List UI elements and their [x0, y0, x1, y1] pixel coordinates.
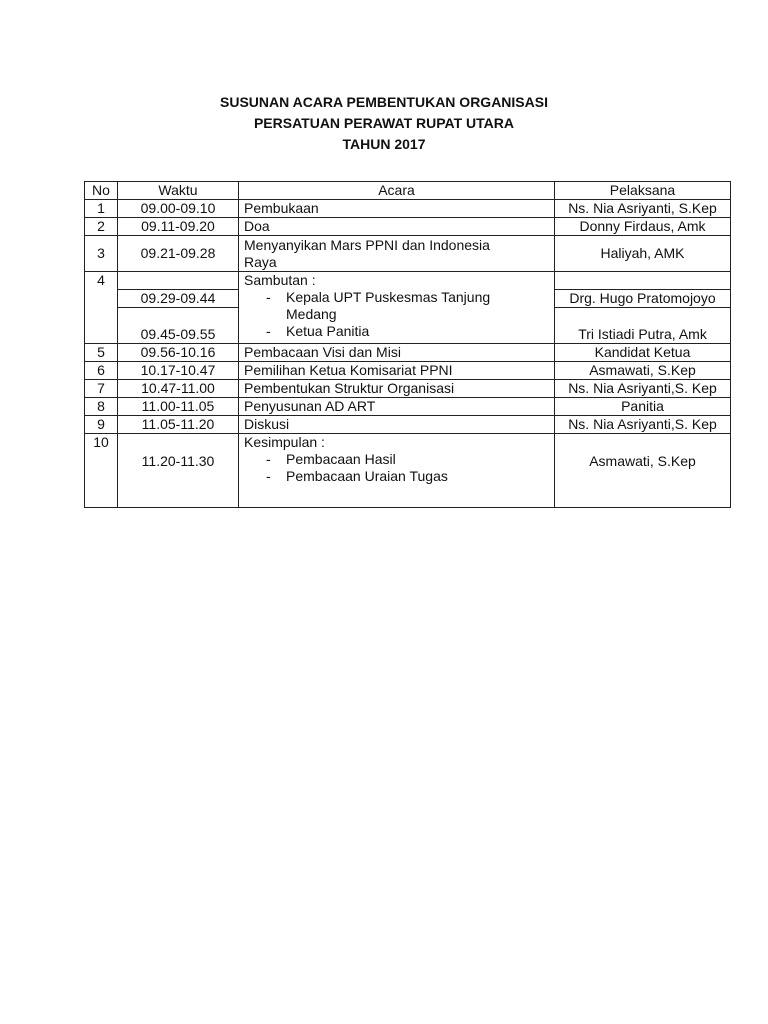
table-row	[85, 218, 731, 236]
cell-pelaksana: Ns. Nia Asriyanti,S. Kep	[555, 380, 731, 398]
cell-waktu: 09.11-09.20	[118, 218, 239, 236]
cell-no: 6	[85, 362, 118, 380]
cell-pelaksana-empty	[555, 272, 731, 290]
cell-pelaksana	[555, 434, 731, 508]
cell-no: 7	[85, 380, 118, 398]
table-header	[85, 182, 731, 200]
schedule-table	[84, 181, 731, 508]
table-row	[85, 236, 731, 272]
cell-no: 8	[85, 398, 118, 416]
header-no: No	[85, 182, 118, 200]
acara-list	[244, 451, 549, 485]
table-row	[85, 416, 731, 434]
acara-list	[244, 289, 549, 340]
cell-acara: Pemilihan Ketua Komisariat PPNI	[239, 362, 555, 380]
cell-pelaksana: Ns. Nia Asriyanti, S.Kep	[555, 200, 731, 218]
cell-pelaksana: Tri Istiadi Putra, Amk	[555, 308, 731, 344]
cell-no: 5	[85, 344, 118, 362]
header-waktu: Waktu	[118, 182, 239, 200]
cell-pelaksana: Donny Firdaus, Amk	[555, 218, 731, 236]
cell-no: 4	[85, 272, 118, 344]
cell-pelaksana: Kandidat Ketua	[555, 344, 731, 362]
table-row	[85, 362, 731, 380]
cell-no: 2	[85, 218, 118, 236]
cell-pelaksana: Haliyah, AMK	[555, 236, 731, 272]
cell-waktu: 11.00-11.05	[118, 398, 239, 416]
table-row	[85, 398, 731, 416]
cell-waktu: 09.56-10.16	[118, 344, 239, 362]
cell-waktu: 09.29-09.44	[118, 290, 239, 308]
pelaksana-text: Asmawati, S.Kep	[589, 452, 696, 469]
cell-pelaksana: Panitia	[555, 398, 731, 416]
acara-list-item: - Pembacaan Hasil	[266, 451, 549, 468]
document-title	[0, 92, 768, 155]
cell-no: 3	[85, 236, 118, 272]
cell-no: 9	[85, 416, 118, 434]
title-line-1: SUSUNAN ACARA PEMBENTUKAN ORGANISASI	[220, 94, 548, 110]
cell-no: 1	[85, 200, 118, 218]
cell-waktu: 09.45-09.55	[118, 308, 239, 344]
cell-pelaksana: Asmawati, S.Kep	[555, 362, 731, 380]
cell-waktu: 09.00-09.10	[118, 200, 239, 218]
cell-acara: Penyusunan AD ART	[239, 398, 555, 416]
cell-waktu: 10.17-10.47	[118, 362, 239, 380]
cell-pelaksana: Ns. Nia Asriyanti,S. Kep	[555, 416, 731, 434]
acara-heading: Kesimpulan :	[244, 434, 325, 450]
cell-waktu: 11.05-11.20	[118, 416, 239, 434]
table-row	[85, 200, 731, 218]
acara-list-item: - Ketua Panitia	[266, 323, 549, 340]
cell-waktu-empty	[118, 272, 239, 290]
cell-acara: Diskusi	[239, 416, 555, 434]
cell-acara	[239, 272, 555, 344]
cell-waktu: 09.21-09.28	[118, 236, 239, 272]
cell-acara	[239, 434, 555, 508]
title-line-2: PERSATUAN PERAWAT RUPAT UTARA	[253, 115, 515, 131]
header-pelaksana: Pelaksana	[555, 182, 731, 200]
cell-acara	[239, 236, 555, 272]
table-row	[85, 272, 731, 290]
waktu-text: 11.20-11.30	[141, 452, 215, 469]
acara-list-item: - Kepala UPT Puskesmas Tanjung Medang	[266, 289, 506, 323]
title-line-3: TAHUN 2017	[342, 136, 426, 152]
header-acara: Acara	[239, 182, 555, 200]
cell-acara: Pembacaan Visi dan Misi	[239, 344, 555, 362]
cell-acara: Pembukaan	[239, 200, 555, 218]
acara-heading: Sambutan :	[244, 272, 316, 288]
cell-acara: Doa	[239, 218, 555, 236]
table-row	[85, 344, 731, 362]
table-row	[85, 380, 731, 398]
cell-waktu: 10.47-11.00	[118, 380, 239, 398]
acara-list-item: - Pembacaan Uraian Tugas	[266, 468, 549, 485]
cell-pelaksana: Drg. Hugo Pratomojoyo	[555, 290, 731, 308]
acara-text: Menyanyikan Mars PPNI dan Indonesia Raya	[244, 236, 490, 270]
cell-waktu	[118, 434, 239, 508]
table-row	[85, 434, 731, 508]
cell-acara: Pembentukan Struktur Organisasi	[239, 380, 555, 398]
cell-no: 10	[85, 434, 118, 508]
